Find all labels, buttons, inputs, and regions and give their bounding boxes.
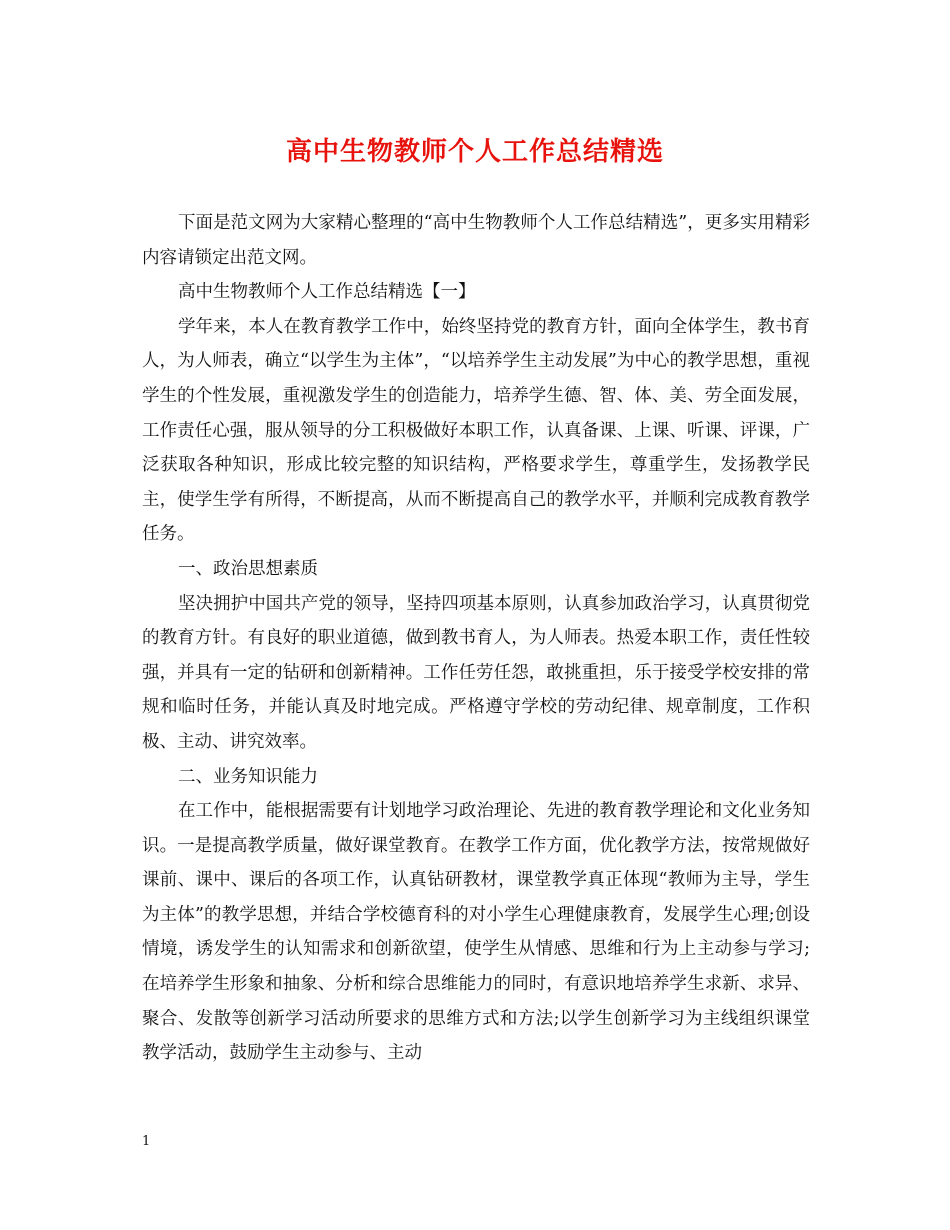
body-paragraph: 在工作中，能根据需要有计划地学习政治理论、先进的教育教学理论和文化业务知识。一是提高教学质量，做好课堂教育。在教学工作方面，优化教学方法，按常规做好课前、课中、课后的各项工作，认真钻研教材，课堂教学真正体现“教师为主导，学生为主体”的教学思想，并结合学校德育科的对小学生心理健康教育，发展学生心理;创设情境，诱发学生的认知需求和创新欲望，使学生从情感、思维和行为上主动参与学习;在培养学生形象和抽象、分析和综合思维能力的同时，有意识地培养学生求新、求异、聚合、发散等创新学习活动所要求的思维方式和方法;以学生创新学习为主线组织课堂教学活动，鼓励学生主动参与、主动 <box>142 801 810 1064</box>
body-paragraph: 坚决拥护中国共产党的领导，坚持四项基本原则，认真参加政治学习，认真贯彻党的教育方针。有良好的职业道德，做到教书育人，为人师表。热爱本职工作，责任性较强，并具有一定的钻研和创新精神。工作任劳任怨，敢挑重担，乐于接受学校安排的常规和临时任务，并能认真及时地完成。严格遵守学校的劳动纪律、规章制度，工作积极、主动、讲究效率。 <box>142 593 810 752</box>
page-number: 1 <box>142 1134 151 1149</box>
section-heading-one: 高中生物教师个人工作总结精选【一】 <box>178 282 476 303</box>
subsection-heading-political: 一、政治思想素质 <box>178 558 318 579</box>
intro-paragraph: 下面是范文网为大家精心整理的“高中生物教师个人工作总结精选”，更多实用精彩内容请锁定出范文网。 <box>142 213 810 268</box>
document-body <box>142 206 810 1071</box>
body-paragraph: 学年来，本人在教育教学工作中，始终坚持党的教育方针，面向全体学生，教书育人，为人师表，确立“以学生为主体”，“以培养学生主动发展”为中心的教学思想，重视学生的个性发展，重视激发学生的创造能力，培养学生德、智、体、美、劳全面发展，工作责任心强，服从领导的分工积极做好本职工作，认真备课、上课、听课、评课，广泛获取各种知识，形成比较完整的知识结构，严格要求学生，尊重学生，发扬教学民主，使学生学有所得，不断提高，从而不断提高自己的教学水平，并顺利完成教育教学任务。 <box>142 316 810 545</box>
document-title: 高中生物教师个人工作总结精选 <box>285 137 664 167</box>
subsection-heading-business: 二、业务知识能力 <box>178 766 318 787</box>
